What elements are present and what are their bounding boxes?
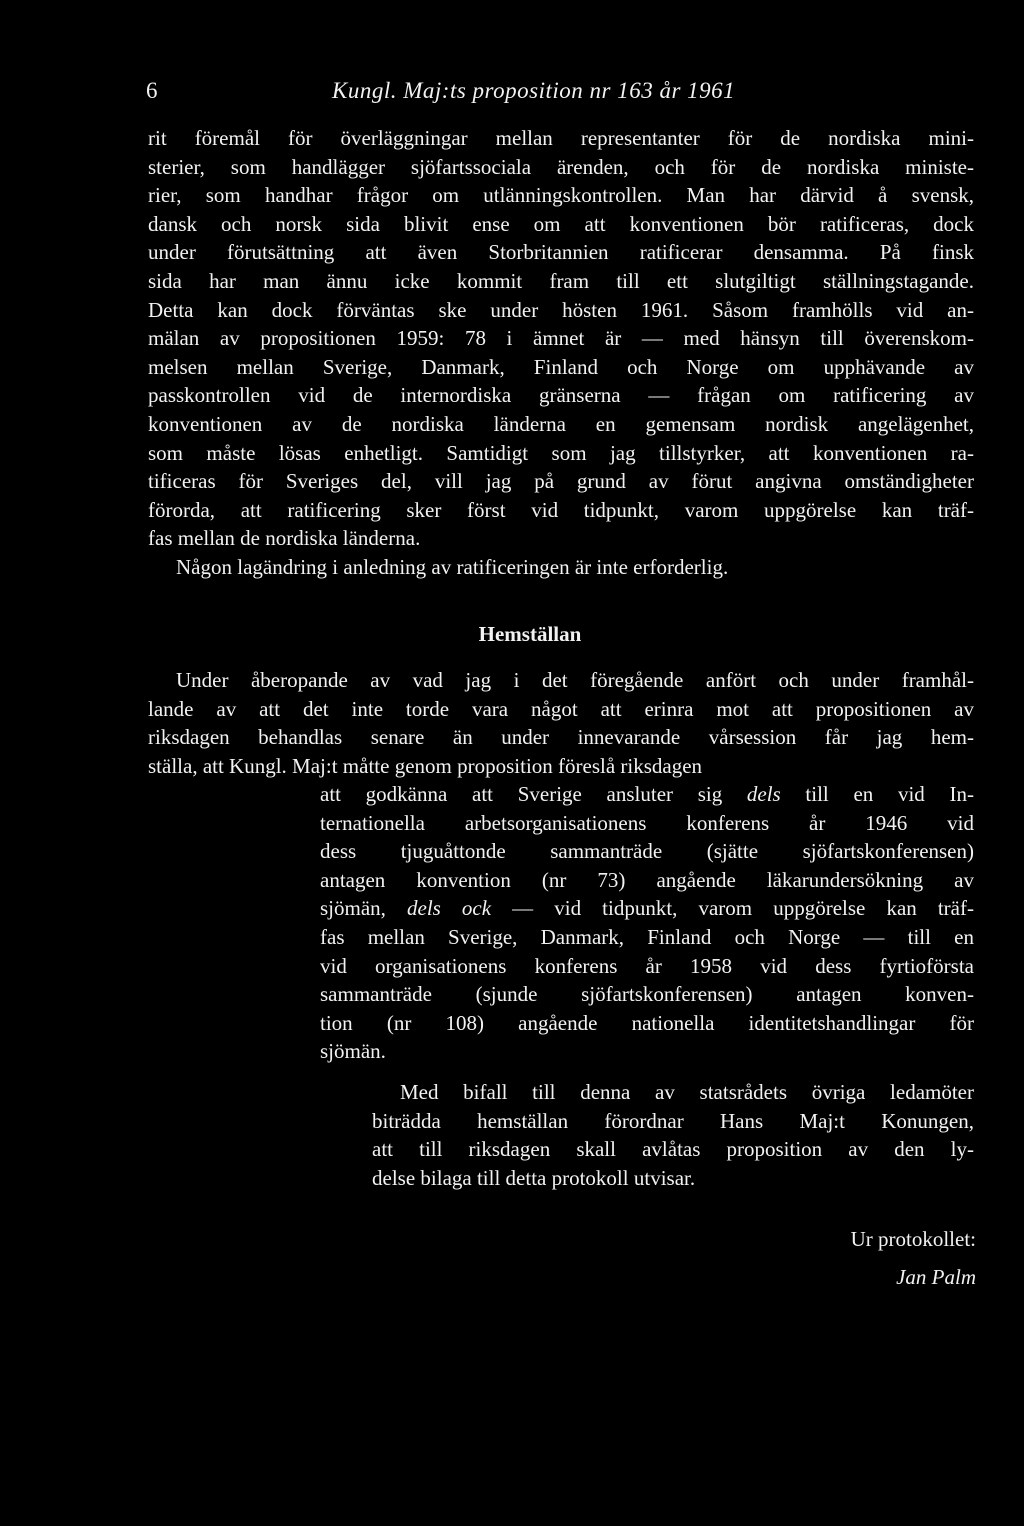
approval-line: att till riksdagen skall avlåtas proposition av den ly- (372, 1137, 974, 1162)
body-line: melsen mellan Sverige, Danmark, Finland och Norge om upphävande av (148, 354, 974, 379)
signature-block (800, 1220, 976, 1296)
clause-line: dess tjuguåttonde sammanträde (sjätte sjöfartskonferensen) (320, 839, 974, 864)
body-line: som måste lösas enhetligt. Samtidigt som jag tillstyrker, att konventionen ra- (148, 440, 974, 465)
clause-text: att godkänna att Sverige ansluter sig (320, 782, 747, 806)
signature-label: Ur protokollet: (850, 1227, 976, 1251)
body-line: sterier, som handlägger sjöfartssociala ärenden, och för de nordiska ministe- (148, 154, 974, 179)
request-line: riksdagen behandlas senare än under innevarande vårsession får jag hem- (148, 725, 974, 750)
body-line: dansk och norsk sida blivit ense om att konventionen bör ratificeras, dock (148, 211, 974, 236)
running-head: Kungl. Maj:ts proposition nr 163 år 1961 (332, 78, 736, 103)
body-line: rit föremål för överläggningar mellan representanter för de nordiska mini- (148, 126, 974, 150)
request-line: Under åberopande av vad jag i det föregående anfört och under framhål- (176, 668, 974, 692)
approval-line: biträdda hemställan förordnar Hans Maj:t Konungen, (372, 1108, 974, 1133)
approval-line: Med bifall till denna av statsrådets övriga ledamöter (400, 1080, 974, 1104)
clause-text: — vid tidpunkt, varom uppgörelse kan träf- (491, 896, 974, 921)
approval-line: delse bilaga till detta protokoll utvisar. (372, 1165, 696, 1190)
request-line: ställa, att Kungl. Maj:t måtte genom proposition föreslå riksdagen (148, 753, 703, 778)
body-line: förorda, att ratificering sker först vid tidpunkt, varom uppgörelse kan träf- (148, 497, 974, 522)
clause-line: ternationella arbetsorganisationens konferens år 1946 vid (320, 810, 974, 835)
body-line: under förutsättning att även Storbritannien ratificerar densamma. På finsk (148, 240, 974, 265)
body-line: konventionen av de nordiska länderna en gemensam nordisk angelägenhet, (148, 411, 974, 436)
body-line: passkontrollen vid de internordiska gränserna — frågan om ratificering av (148, 383, 974, 408)
clause-line: fas mellan Sverige, Danmark, Finland och Norge — till en (320, 924, 974, 949)
clause-line: sammanträde (sjunde sjöfartskonferensen) antagen konven- (320, 982, 974, 1007)
clause-line: vid organisationens konferens år 1958 vid dess fyrtioförsta (320, 953, 974, 978)
closing-line: Någon lagändring i anledning av ratificeringen är inte erforderlig. (176, 554, 729, 579)
body-line: fas mellan de nordiska länderna. (148, 526, 421, 551)
clause-line (320, 780, 974, 809)
body-line: rier, som handhar frågor om utlänningskontrollen. Man har därvid å svensk, (148, 183, 974, 208)
clause-line: sjömän. (320, 1039, 386, 1064)
request-line: lande av att det inte torde vara något att erinra mot att propositionen av (148, 696, 974, 721)
body-line: Detta kan dock förväntas ske under hösten 1961. Såsom framhölls vid an- (148, 297, 974, 322)
page-number: 6 (146, 78, 158, 103)
clause-emphasis: dels ock (407, 896, 492, 921)
clause-line: antagen konvention (nr 73) angående läkarundersökning av (320, 867, 974, 892)
clause-line (320, 894, 974, 923)
clause-emphasis: dels (746, 782, 781, 806)
approval-paragraph (372, 1078, 974, 1192)
body-line: mälan av propositionen 1959: 78 i ämnet är — med hänsyn till överenskom- (148, 326, 974, 351)
proposal-clause (320, 780, 974, 1066)
page-header (146, 78, 786, 114)
body-paragraph (148, 124, 974, 582)
section-heading: Hemställan (478, 622, 582, 646)
body-line: tificeras för Sveriges del, vill jag på grund av förut angivna omständigheter (148, 469, 974, 494)
clause-text: till en vid In- (780, 782, 974, 806)
request-paragraph (148, 666, 974, 780)
signature-name: Jan Palm (896, 1265, 976, 1289)
clause-text: sjömän, (320, 896, 407, 921)
body-line: sida har man ännu icke kommit fram till ett slutgiltigt ställningstagande. (148, 268, 974, 293)
clause-line: tion (nr 108) angående nationella identitetshandlingar för (320, 1010, 974, 1035)
